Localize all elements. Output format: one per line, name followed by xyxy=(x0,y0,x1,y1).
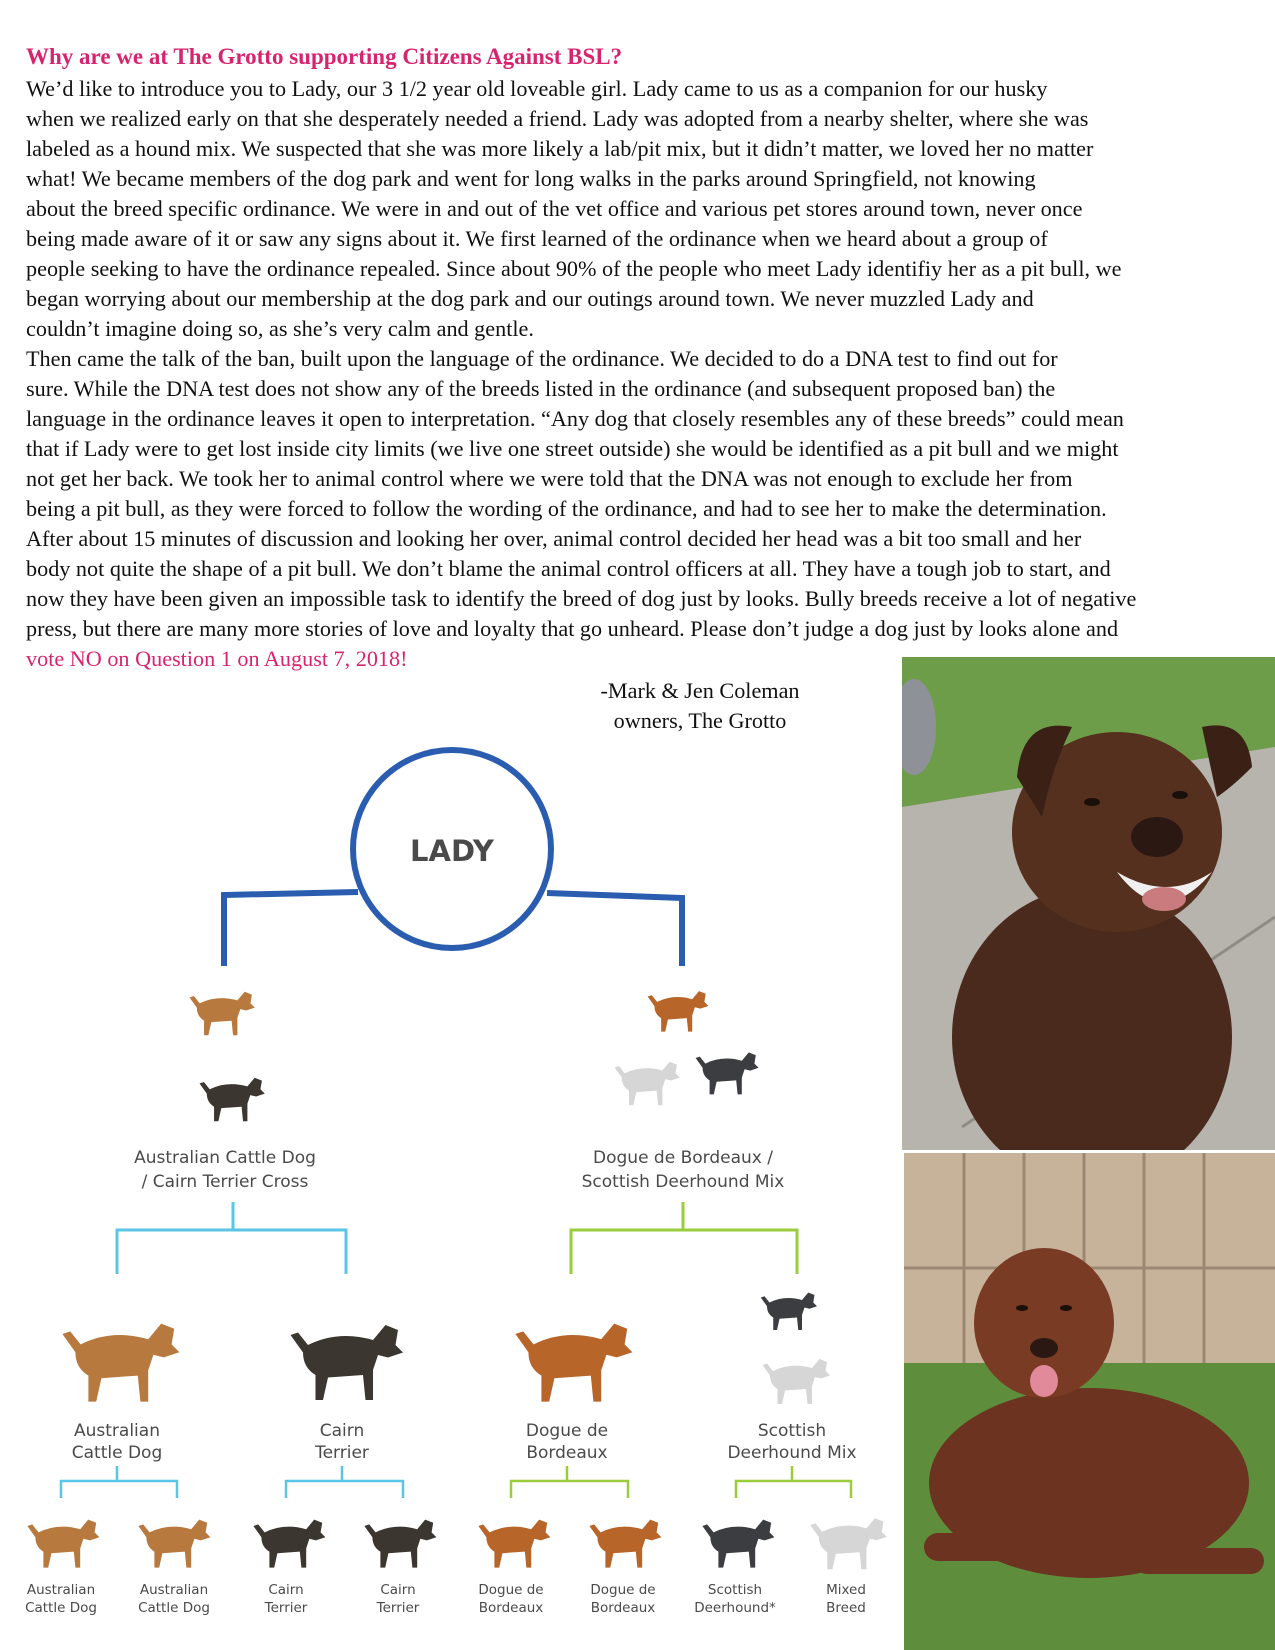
parent-left-label: / Cairn Terrier Cross xyxy=(141,1172,309,1192)
dogue-de-bordeaux-icon xyxy=(515,1324,632,1402)
grandparent-label: Deerhound Mix xyxy=(727,1443,857,1463)
branch-line xyxy=(61,1481,177,1498)
letter-line: people seeking to have the ordinance repealed. Since about 90% of the people who meet Lady identifiy her as a pit bull, we xyxy=(26,256,1122,281)
letter-line: began worrying about our membership at the dog park and our outings around town. We never muzzled Lady and xyxy=(26,286,1034,311)
grandparent-label: Scottish xyxy=(757,1421,827,1441)
cairn-terrier-icon xyxy=(200,1078,265,1122)
faded-dog-icon xyxy=(615,1062,680,1106)
branch-line xyxy=(736,1481,851,1498)
dog-nose xyxy=(1131,817,1183,857)
dog-eye xyxy=(1060,1305,1072,1311)
great-grandparent-label: Bordeaux xyxy=(590,1600,656,1616)
parent-right-label: Scottish Deerhound Mix xyxy=(581,1172,785,1192)
dogue-de-bordeaux-icon xyxy=(589,1520,661,1568)
grandparent-label: Cairn xyxy=(319,1421,365,1441)
branch-line xyxy=(286,1481,403,1498)
grandparent-label: Dogue de xyxy=(525,1421,609,1441)
branch-line xyxy=(117,1230,346,1274)
branch-line xyxy=(511,1481,628,1498)
cairn-terrier-icon xyxy=(291,1325,404,1400)
dogue-de-bordeaux-icon xyxy=(648,991,709,1032)
great-grandparent-label: Scottish xyxy=(707,1582,763,1598)
dog-leg xyxy=(1134,1548,1264,1574)
grandparent-label: Terrier xyxy=(315,1443,369,1463)
signature-name: -Mark & Jen Coleman xyxy=(600,678,800,703)
lady-sitting-photo xyxy=(902,657,1275,1150)
grandparent-label: Bordeaux xyxy=(526,1443,608,1463)
cattle-dog-icon xyxy=(138,1520,210,1568)
letter-line: After about 15 minutes of discussion and looking her over, animal control decided her head was a bit too small and her xyxy=(26,526,1082,551)
great-grandparent-label: Cattle Dog xyxy=(138,1600,210,1616)
letter-line: couldn’t imagine doing so, as she’s very calm and gentle. xyxy=(26,316,534,341)
dog-leg xyxy=(924,1533,1094,1561)
cattle-dog-icon xyxy=(62,1324,179,1402)
great-grandparent-label: Australian xyxy=(139,1582,209,1598)
letter-line: what! We became members of the dog park and went for long walks in the parks around Springfield, not knowing xyxy=(26,166,1036,191)
letter-line: now they have been given an impossible task to identify the breed of dog just by looks. Bully breeds receive a lot of negative xyxy=(26,586,1137,611)
great-grandparent-label: Mixed xyxy=(826,1582,866,1598)
great-grandparent-label: Dogue de xyxy=(590,1582,656,1598)
cairn-terrier-icon xyxy=(253,1520,325,1568)
great-grandparent-label: Bordeaux xyxy=(478,1600,544,1616)
great-grandparent-label: Cairn xyxy=(380,1582,416,1598)
dog-eye xyxy=(1084,798,1100,806)
root-label: LADY xyxy=(410,834,494,868)
cattle-dog-icon xyxy=(27,1520,99,1568)
dog-tongue xyxy=(1142,887,1186,911)
grandparent-label: Australian xyxy=(74,1421,160,1441)
great-grandparent-label: Deerhound* xyxy=(694,1600,776,1616)
great-grandparent-label: Cairn xyxy=(268,1582,304,1598)
lady-lying-photo xyxy=(904,1153,1275,1650)
signature-role: owners, The Grotto xyxy=(613,708,787,733)
faded-dog-icon xyxy=(810,1518,887,1569)
great-grandparent-label: Breed xyxy=(826,1600,866,1616)
cattle-dog-icon xyxy=(190,992,255,1035)
branch-line xyxy=(571,1230,797,1274)
great-grandparent-label: Cattle Dog xyxy=(25,1600,97,1616)
letter-line: not get her back. We took her to animal control where we were told that the DNA was not enough to exclude her from xyxy=(26,466,1073,491)
deerhound-icon xyxy=(696,1052,759,1094)
grandparent-label: Cattle Dog xyxy=(71,1443,163,1463)
letter-line: being a pit bull, as they were forced to follow the wording of the ordinance, and had to see her to make the determination. xyxy=(26,496,1107,521)
letter-line: language in the ordinance leaves it open to interpretation. “Any dog that closely resembles any of these breeds” could mean xyxy=(26,406,1124,431)
letter-line: when we realized early on that she desperately needed a friend. Lady was adopted from a nearby shelter, where she was xyxy=(26,106,1089,131)
branch-line xyxy=(224,892,358,966)
letter-line: being made aware of it or saw any signs about it. We first learned of the ordinance when we heard about a group of xyxy=(26,226,1048,251)
letter-line: labeled as a hound mix. We suspected that she was more likely a lab/pit mix, but it didn’t matter, we loved her no matter xyxy=(26,136,1094,161)
letter-body xyxy=(26,74,1256,674)
letter-line: We’d like to introduce you to Lady, our 3 1/2 year old loveable girl. Lady came to us as a companion for our husky xyxy=(26,76,1048,101)
faded-dog-icon xyxy=(763,1359,831,1404)
dna-family-tree xyxy=(0,720,900,1650)
dog-eye xyxy=(1172,791,1188,799)
parent-left-label: Australian Cattle Dog xyxy=(134,1148,316,1168)
letter-line: press, but there are many more stories of love and loyalty that go unheard. Please don’t judge a dog just by looks alone and xyxy=(26,616,1119,641)
great-grandparent-label: Australian xyxy=(26,1582,96,1598)
parent-right-label: Dogue de Bordeaux / xyxy=(593,1148,773,1168)
cairn-terrier-icon xyxy=(364,1520,436,1568)
great-grandparent-label: Terrier xyxy=(264,1600,308,1616)
letter-line: body not quite the shape of a pit bull. We don’t blame the animal control officers at all. They have a tough job to start, and xyxy=(26,556,1111,581)
letter-line: sure. While the DNA test does not show any of the breeds listed in the ordinance (and subsequent proposed ban) the xyxy=(26,376,1056,401)
dog-nose xyxy=(1030,1338,1058,1358)
branch-line xyxy=(547,893,682,966)
letter-line: about the breed specific ordinance. We were in and out of the vet office and various pet stores around town, never once xyxy=(26,196,1083,221)
deerhound-icon xyxy=(761,1293,817,1331)
headline: Why are we at The Grotto supporting Citizens Against BSL? xyxy=(26,44,623,69)
dog-eye xyxy=(1016,1305,1028,1311)
great-grandparent-label: Terrier xyxy=(376,1600,420,1616)
vote-no-callout: vote NO on Question 1 on August 7, 2018! xyxy=(26,646,408,671)
great-grandparent-label: Dogue de xyxy=(478,1582,544,1598)
dogue-de-bordeaux-icon xyxy=(478,1520,550,1568)
dog-tongue xyxy=(1030,1365,1058,1397)
deerhound-icon xyxy=(702,1520,774,1568)
letter-line: that if Lady were to get lost inside city limits (we live one street outside) she would be identified as a pit bull and we might xyxy=(26,436,1119,461)
letter-line: Then came the talk of the ban, built upon the language of the ordinance. We decided to do a DNA test to find out for xyxy=(26,346,1058,371)
